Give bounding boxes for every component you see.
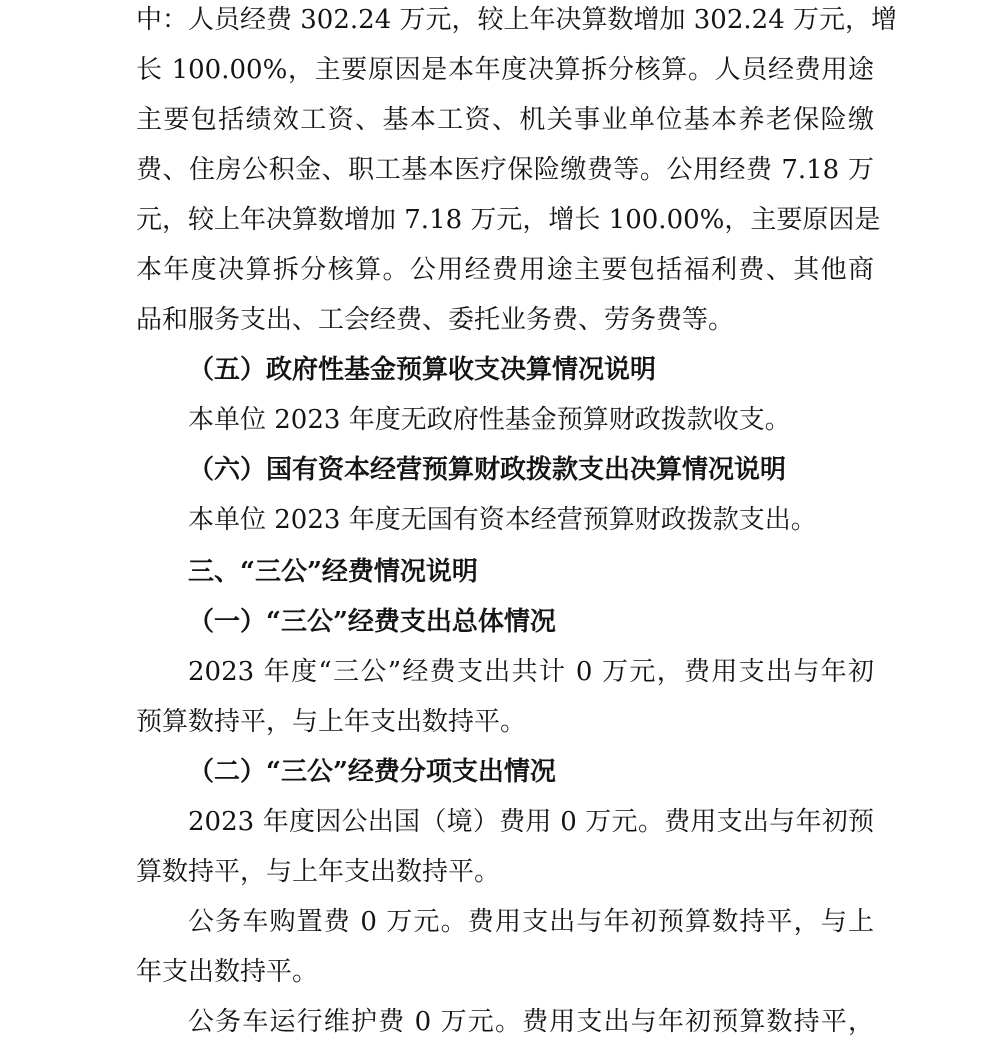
body-text-line: 中：人员经费 302.24 万元，较上年决算数增加 302.24 万元，增	[136, 5, 898, 35]
body-text-line: 公务车运行维护费 0 万元。费用支出与年初预算数持平，	[188, 1007, 874, 1037]
body-text-line: 主要包括绩效工资、基本工资、机关事业单位基本养老保险缴	[136, 105, 874, 135]
body-text-line: 2023 年度“三公”经费支出共计 0 万元，费用支出与年初	[188, 657, 874, 687]
body-text-line: 品和服务支出、工会经费、委托业务费、劳务费等。	[136, 305, 735, 335]
section-heading-5: （五）政府性基金预算收支决算情况说明	[188, 355, 657, 385]
subsection-heading-1: （一）“三公”经费支出总体情况	[188, 607, 556, 637]
body-text-line: 年支出数持平。	[136, 957, 319, 987]
body-text-line: 本单位 2023 年度无国有资本经营预算财政拨款支出。	[188, 505, 817, 535]
body-text-line: 2023 年度因公出国（境）费用 0 万元。费用支出与年初预	[188, 807, 874, 837]
body-text-line: 算数持平，与上年支出数持平。	[136, 857, 501, 887]
chapter-heading-3: 三、“三公”经费情况说明	[188, 557, 478, 587]
body-text-line: 预算数持平，与上年支出数持平。	[136, 707, 527, 737]
body-text-line: 长 100.00%，主要原因是本年度决算拆分核算。人员经费用途	[136, 55, 874, 85]
section-heading-6: （六）国有资本经营预算财政拨款支出决算情况说明	[188, 455, 787, 485]
subsection-heading-2: （二）“三公”经费分项支出情况	[188, 757, 556, 787]
body-text-line: 公务车购置费 0 万元。费用支出与年初预算数持平，与上	[188, 907, 874, 937]
body-text-line: 本单位 2023 年度无政府性基金预算财政拨款收支。	[188, 405, 791, 435]
body-text-line: 本年度决算拆分核算。公用经费用途主要包括福利费、其他商	[136, 255, 874, 285]
body-text-line: 费、住房公积金、职工基本医疗保险缴费等。公用经费 7.18 万	[136, 155, 874, 185]
body-text-line: 元，较上年决算数增加 7.18 万元，增长 100.00%，主要原因是	[136, 205, 881, 235]
